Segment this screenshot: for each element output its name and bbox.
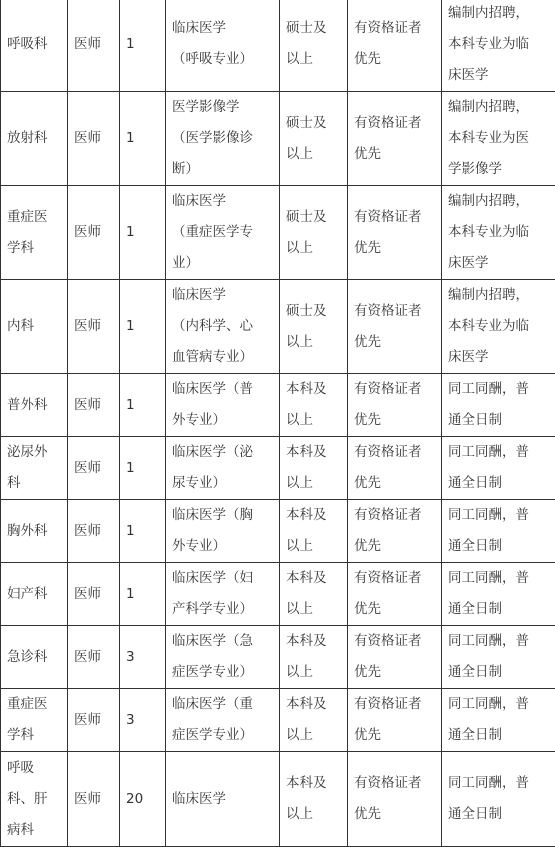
table-row: [1, 689, 555, 752]
remark-cell: 同工同酬，普 通全日制: [442, 626, 555, 689]
remark-cell: 同工同酬，普 通全日制: [442, 437, 555, 500]
table-row: [1, 626, 555, 689]
position-cell: 医师: [68, 0, 120, 92]
certificate-cell: 有资格证者 优先: [348, 437, 442, 500]
department-cell: 急诊科: [1, 626, 68, 689]
position-cell: 医师: [68, 280, 120, 374]
certificate-cell: 有资格证者 优先: [348, 689, 442, 752]
headcount-cell: 1: [120, 500, 166, 563]
table-row: [1, 186, 555, 280]
remark-cell: 编制内招聘， 本科专业为医 学影像学: [442, 92, 555, 186]
remark-cell: 编制内招聘， 本科专业为临 床医学: [442, 280, 555, 374]
position-cell: 医师: [68, 500, 120, 563]
table-row: [1, 92, 555, 186]
major-cell: 临床医学（泌 尿专业）: [166, 437, 280, 500]
headcount-cell: 1: [120, 0, 166, 92]
position-cell: 医师: [68, 563, 120, 626]
position-cell: 医师: [68, 752, 120, 847]
position-cell: 医师: [68, 186, 120, 280]
education-cell: 本科及 以上: [280, 563, 348, 626]
department-cell: 放射科: [1, 92, 68, 186]
headcount-cell: 1: [120, 280, 166, 374]
major-cell: 临床医学（妇 产科学专业）: [166, 563, 280, 626]
department-cell: 普外科: [1, 374, 68, 437]
headcount-cell: 1: [120, 563, 166, 626]
headcount-cell: 1: [120, 437, 166, 500]
certificate-cell: 有资格证者 优先: [348, 186, 442, 280]
major-cell: 医学影像学 （医学影像诊 断）: [166, 92, 280, 186]
remark-cell: 编制内招聘， 本科专业为临 床医学: [442, 0, 555, 92]
certificate-cell: 有资格证者 优先: [348, 374, 442, 437]
department-cell: 重症医 学科: [1, 689, 68, 752]
position-cell: 医师: [68, 92, 120, 186]
education-cell: 本科及 以上: [280, 437, 348, 500]
major-cell: 临床医学（重 症医学专业）: [166, 689, 280, 752]
education-cell: 本科及 以上: [280, 626, 348, 689]
position-cell: 医师: [68, 437, 120, 500]
department-cell: 内科: [1, 280, 68, 374]
remark-cell: 同工同酬，普 通全日制: [442, 500, 555, 563]
headcount-cell: 1: [120, 92, 166, 186]
table-row: [1, 500, 555, 563]
certificate-cell: 有资格证者 优先: [348, 500, 442, 563]
education-cell: 本科及 以上: [280, 500, 348, 563]
department-cell: 泌尿外 科: [1, 437, 68, 500]
certificate-cell: 有资格证者 优先: [348, 752, 442, 847]
department-cell: 重症医 学科: [1, 186, 68, 280]
major-cell: 临床医学（急 症医学专业）: [166, 626, 280, 689]
headcount-cell: 20: [120, 752, 166, 847]
education-cell: 硕士及 以上: [280, 280, 348, 374]
remark-cell: 同工同酬，普 通全日制: [442, 374, 555, 437]
department-cell: 呼吸 科、肝 病科: [1, 752, 68, 847]
table-row: [1, 752, 555, 847]
certificate-cell: 有资格证者 优先: [348, 0, 442, 92]
certificate-cell: 有资格证者 优先: [348, 280, 442, 374]
education-cell: 硕士及 以上: [280, 92, 348, 186]
education-cell: 硕士及 以上: [280, 0, 348, 92]
major-cell: 临床医学: [166, 752, 280, 847]
position-cell: 医师: [68, 374, 120, 437]
department-cell: 呼吸科: [1, 0, 68, 92]
major-cell: 临床医学（胸 外专业）: [166, 500, 280, 563]
headcount-cell: 3: [120, 626, 166, 689]
education-cell: 本科及 以上: [280, 374, 348, 437]
education-cell: 本科及 以上: [280, 689, 348, 752]
education-cell: 本科及 以上: [280, 752, 348, 847]
major-cell: 临床医学 （重症医学专 业）: [166, 186, 280, 280]
table-row: [1, 0, 555, 92]
remark-cell: 同工同酬，普 通全日制: [442, 752, 555, 847]
position-cell: 医师: [68, 689, 120, 752]
remark-cell: 编制内招聘， 本科专业为临 床医学: [442, 186, 555, 280]
major-cell: 临床医学 （内科学、心 血管病专业）: [166, 280, 280, 374]
department-cell: 妇产科: [1, 563, 68, 626]
table-row: [1, 280, 555, 374]
headcount-cell: 3: [120, 689, 166, 752]
position-cell: 医师: [68, 626, 120, 689]
table-row: [1, 563, 555, 626]
certificate-cell: 有资格证者 优先: [348, 626, 442, 689]
table-row: [1, 437, 555, 500]
education-cell: 硕士及 以上: [280, 186, 348, 280]
table-row: [1, 374, 555, 437]
certificate-cell: 有资格证者 优先: [348, 92, 442, 186]
remark-cell: 同工同酬，普 通全日制: [442, 563, 555, 626]
department-cell: 胸外科: [1, 500, 68, 563]
headcount-cell: 1: [120, 374, 166, 437]
major-cell: 临床医学（普 外专业）: [166, 374, 280, 437]
remark-cell: 同工同酬，普 通全日制: [442, 689, 555, 752]
major-cell: 临床医学 （呼吸专业）: [166, 0, 280, 92]
headcount-cell: 1: [120, 186, 166, 280]
certificate-cell: 有资格证者 优先: [348, 563, 442, 626]
